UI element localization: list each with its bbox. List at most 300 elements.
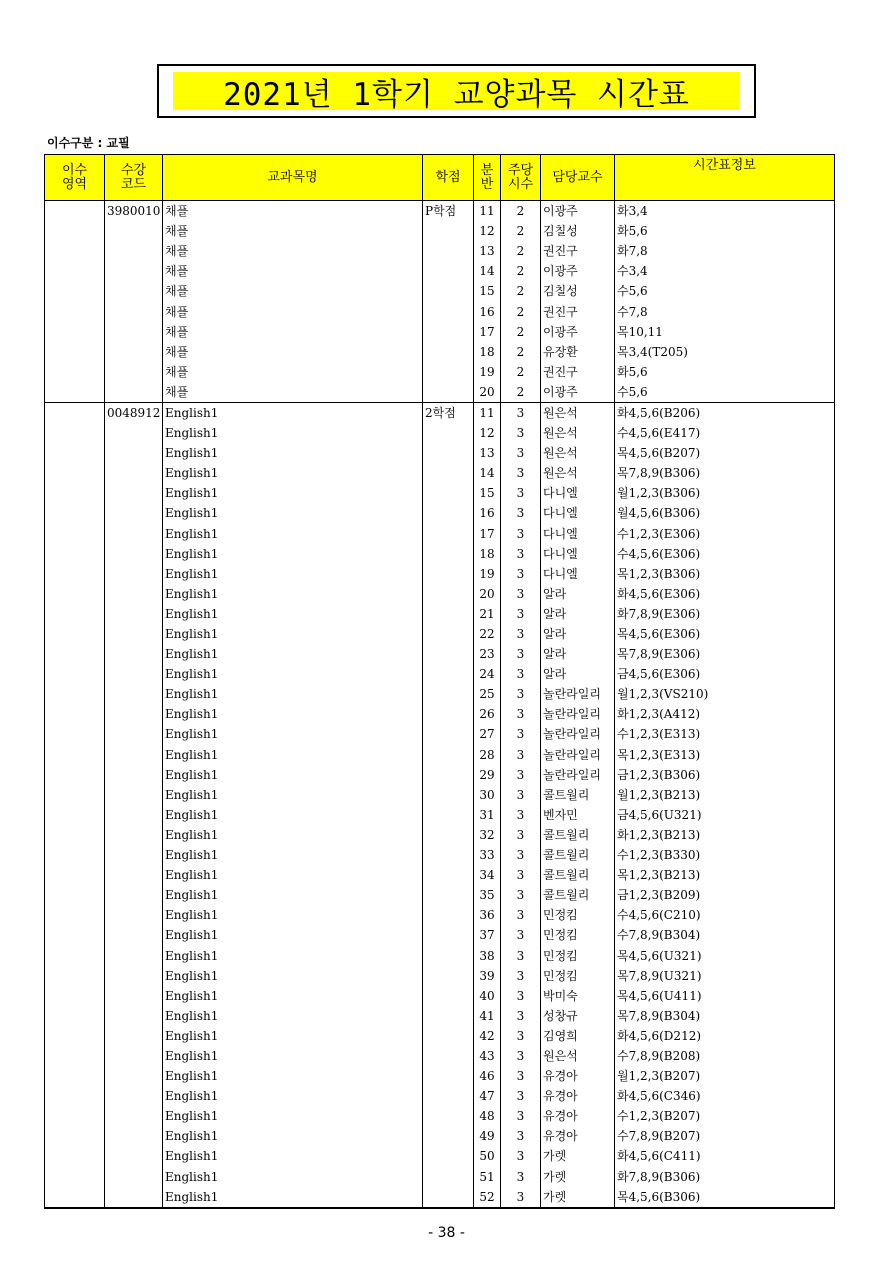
- table-row: [45, 402, 835, 423]
- table-row: [45, 825, 835, 845]
- credit-cell: [423, 986, 474, 1006]
- schedule-cell: 수5,6: [615, 281, 835, 301]
- schedule-cell: 목4,5,6(U321): [615, 945, 835, 965]
- area-cell: [45, 382, 105, 403]
- credit-cell: [423, 1146, 474, 1166]
- hours-cell: 3: [501, 503, 541, 523]
- area-cell: [45, 925, 105, 945]
- table-row: [45, 945, 835, 965]
- credit-cell: [423, 423, 474, 443]
- schedule-cell: 화7,8,9(B306): [615, 1167, 835, 1187]
- course-cell: English1: [163, 925, 423, 945]
- course-cell: English1: [163, 986, 423, 1006]
- credit-cell: [423, 865, 474, 885]
- professor-cell: 콜트월리: [541, 865, 615, 885]
- code-cell: [105, 1026, 163, 1046]
- credit-cell: [423, 684, 474, 704]
- area-cell: [45, 301, 105, 321]
- header-professor: 담당교수: [541, 155, 615, 201]
- table-row: [45, 865, 835, 885]
- section-cell: 17: [474, 524, 501, 544]
- hours-cell: 3: [501, 925, 541, 945]
- professor-cell: 가렛: [541, 1187, 615, 1208]
- credit-cell: [423, 945, 474, 965]
- area-cell: [45, 261, 105, 281]
- code-cell: [105, 704, 163, 724]
- table-row: [45, 463, 835, 483]
- schedule-cell: 금1,2,3(B306): [615, 765, 835, 785]
- professor-cell: 콜트월리: [541, 885, 615, 905]
- title-box: [157, 64, 756, 118]
- area-cell: [45, 443, 105, 463]
- schedule-cell: 금4,5,6(U321): [615, 805, 835, 825]
- table-row: [45, 845, 835, 865]
- professor-cell: 다니엘: [541, 483, 615, 503]
- hours-cell: 3: [501, 966, 541, 986]
- professor-cell: 박미숙: [541, 986, 615, 1006]
- schedule-cell: 수1,2,3(E306): [615, 524, 835, 544]
- course-cell: English1: [163, 966, 423, 986]
- credit-cell: [423, 604, 474, 624]
- course-cell: English1: [163, 704, 423, 724]
- professor-cell: 다니엘: [541, 503, 615, 523]
- professor-cell: 유경아: [541, 1106, 615, 1126]
- schedule-cell: 수4,5,6(E306): [615, 544, 835, 564]
- code-cell: [105, 443, 163, 463]
- code-cell: [105, 261, 163, 281]
- header-schedule: 시간표정보: [615, 155, 835, 201]
- credit-cell: [423, 644, 474, 664]
- hours-cell: 3: [501, 463, 541, 483]
- code-cell: [105, 624, 163, 644]
- hours-cell: 3: [501, 1187, 541, 1208]
- area-cell: [45, 1187, 105, 1208]
- course-cell: 채플: [163, 322, 423, 342]
- table-row: [45, 503, 835, 523]
- hours-cell: 3: [501, 584, 541, 604]
- course-cell: English1: [163, 463, 423, 483]
- section-cell: 12: [474, 221, 501, 241]
- credit-cell: [423, 483, 474, 503]
- credit-cell: [423, 1006, 474, 1026]
- code-cell: [105, 765, 163, 785]
- course-cell: English1: [163, 1026, 423, 1046]
- table-row: [45, 664, 835, 684]
- hours-cell: 2: [501, 322, 541, 342]
- code-cell: [105, 1066, 163, 1086]
- professor-cell: 민정킴: [541, 925, 615, 945]
- section-cell: 22: [474, 624, 501, 644]
- course-cell: 채플: [163, 382, 423, 403]
- course-cell: English1: [163, 945, 423, 965]
- credit-cell: [423, 342, 474, 362]
- credit-cell: [423, 382, 474, 403]
- course-cell: English1: [163, 402, 423, 423]
- table-row: [45, 524, 835, 544]
- table-row: [45, 1006, 835, 1026]
- code-cell: [105, 644, 163, 664]
- hours-cell: 3: [501, 905, 541, 925]
- code-cell: 3980010: [105, 201, 163, 222]
- professor-cell: 가렛: [541, 1146, 615, 1166]
- course-cell: English1: [163, 423, 423, 443]
- professor-cell: 권진구: [541, 241, 615, 261]
- code-cell: 0048912: [105, 402, 163, 423]
- credit-cell: [423, 925, 474, 945]
- credit-cell: [423, 664, 474, 684]
- hours-cell: 3: [501, 765, 541, 785]
- table-row: [45, 342, 835, 362]
- schedule-cell: 목10,11: [615, 322, 835, 342]
- section-cell: 49: [474, 1126, 501, 1146]
- code-cell: [105, 986, 163, 1006]
- area-cell: [45, 1066, 105, 1086]
- professor-cell: 원은석: [541, 443, 615, 463]
- table-row: [45, 201, 835, 222]
- schedule-cell: 목7,8,9(B304): [615, 1006, 835, 1026]
- credit-cell: [423, 362, 474, 382]
- code-cell: [105, 342, 163, 362]
- credit-cell: [423, 905, 474, 925]
- hours-cell: 2: [501, 221, 541, 241]
- course-cell: English1: [163, 905, 423, 925]
- area-cell: [45, 704, 105, 724]
- section-cell: 19: [474, 362, 501, 382]
- professor-cell: 원은석: [541, 463, 615, 483]
- area-cell: [45, 402, 105, 423]
- schedule-cell: 수7,8,9(B208): [615, 1046, 835, 1066]
- credit-cell: [423, 261, 474, 281]
- area-cell: [45, 966, 105, 986]
- section-cell: 14: [474, 261, 501, 281]
- section-cell: 42: [474, 1026, 501, 1046]
- table-row: [45, 281, 835, 301]
- credit-cell: [423, 966, 474, 986]
- code-cell: [105, 1086, 163, 1106]
- hours-cell: 3: [501, 664, 541, 684]
- code-cell: [105, 524, 163, 544]
- area-cell: [45, 483, 105, 503]
- professor-cell: 알라: [541, 664, 615, 684]
- code-cell: [105, 865, 163, 885]
- course-cell: English1: [163, 745, 423, 765]
- area-cell: [45, 905, 105, 925]
- professor-cell: 원은석: [541, 402, 615, 423]
- hours-cell: 2: [501, 241, 541, 261]
- code-cell: [105, 1106, 163, 1126]
- schedule-cell: 화4,5,6(B206): [615, 402, 835, 423]
- section-cell: 24: [474, 664, 501, 684]
- schedule-cell: 목1,2,3(B306): [615, 564, 835, 584]
- credit-cell: 2학점: [423, 402, 474, 423]
- course-cell: English1: [163, 724, 423, 744]
- section-cell: 26: [474, 704, 501, 724]
- area-cell: [45, 684, 105, 704]
- section-cell: 50: [474, 1146, 501, 1166]
- area-cell: [45, 342, 105, 362]
- professor-cell: 콜트월리: [541, 845, 615, 865]
- schedule-cell: 목4,5,6(U411): [615, 986, 835, 1006]
- course-cell: 채플: [163, 301, 423, 321]
- area-cell: [45, 201, 105, 222]
- section-cell: 41: [474, 1006, 501, 1026]
- table-row: [45, 423, 835, 443]
- area-cell: [45, 644, 105, 664]
- page-title: 2021년 1학기 교양과목 시간표: [173, 72, 740, 110]
- professor-cell: 알라: [541, 644, 615, 664]
- code-cell: [105, 362, 163, 382]
- hours-cell: 3: [501, 1126, 541, 1146]
- credit-cell: [423, 1046, 474, 1066]
- schedule-cell: 목1,2,3(B213): [615, 865, 835, 885]
- professor-cell: 유경아: [541, 1126, 615, 1146]
- hours-cell: 2: [501, 382, 541, 403]
- header-row: [45, 155, 835, 201]
- hours-cell: 3: [501, 624, 541, 644]
- code-cell: [105, 805, 163, 825]
- course-cell: English1: [163, 1167, 423, 1187]
- area-cell: [45, 624, 105, 644]
- schedule-cell: 월4,5,6(B306): [615, 503, 835, 523]
- credit-cell: [423, 785, 474, 805]
- credit-cell: [423, 805, 474, 825]
- hours-cell: 3: [501, 1146, 541, 1166]
- section-cell: 39: [474, 966, 501, 986]
- hours-cell: 3: [501, 945, 541, 965]
- area-cell: [45, 825, 105, 845]
- section-cell: 21: [474, 604, 501, 624]
- course-cell: English1: [163, 1066, 423, 1086]
- course-cell: English1: [163, 1046, 423, 1066]
- area-cell: [45, 362, 105, 382]
- professor-cell: 놀란라일리: [541, 765, 615, 785]
- code-cell: [105, 1006, 163, 1026]
- section-cell: 48: [474, 1106, 501, 1126]
- hours-cell: 3: [501, 885, 541, 905]
- credit-cell: [423, 825, 474, 845]
- section-cell: 34: [474, 865, 501, 885]
- professor-cell: 성창규: [541, 1006, 615, 1026]
- code-cell: [105, 905, 163, 925]
- schedule-cell: 월1,2,3(B207): [615, 1066, 835, 1086]
- course-cell: English1: [163, 845, 423, 865]
- code-cell: [105, 1146, 163, 1166]
- course-group: [45, 201, 835, 403]
- professor-cell: 권진구: [541, 301, 615, 321]
- code-cell: [105, 825, 163, 845]
- section-cell: 38: [474, 945, 501, 965]
- table-row: [45, 925, 835, 945]
- table-row: [45, 584, 835, 604]
- professor-cell: 알라: [541, 624, 615, 644]
- area-cell: [45, 1126, 105, 1146]
- credit-cell: [423, 564, 474, 584]
- section-cell: 32: [474, 825, 501, 845]
- hours-cell: 3: [501, 986, 541, 1006]
- area-cell: [45, 423, 105, 443]
- hours-cell: 3: [501, 1026, 541, 1046]
- course-cell: 채플: [163, 342, 423, 362]
- schedule-cell: 목3,4(T205): [615, 342, 835, 362]
- area-cell: [45, 785, 105, 805]
- code-cell: [105, 925, 163, 945]
- professor-cell: 이광주: [541, 201, 615, 222]
- code-cell: [105, 845, 163, 865]
- course-cell: English1: [163, 1146, 423, 1166]
- hours-cell: 2: [501, 301, 541, 321]
- professor-cell: 이광주: [541, 261, 615, 281]
- table-row: [45, 684, 835, 704]
- hours-cell: 3: [501, 785, 541, 805]
- professor-cell: 권진구: [541, 362, 615, 382]
- area-cell: [45, 745, 105, 765]
- section-cell: 15: [474, 281, 501, 301]
- schedule-cell: 화4,5,6(C411): [615, 1146, 835, 1166]
- header-area: 이수 영역: [45, 155, 105, 201]
- schedule-cell: 화1,2,3(B213): [615, 825, 835, 845]
- table-row: [45, 1086, 835, 1106]
- professor-cell: 다니엘: [541, 524, 615, 544]
- hours-cell: 2: [501, 281, 541, 301]
- hours-cell: 3: [501, 865, 541, 885]
- professor-cell: 민정킴: [541, 966, 615, 986]
- section-cell: 31: [474, 805, 501, 825]
- section-cell: 20: [474, 382, 501, 403]
- code-cell: [105, 281, 163, 301]
- credit-cell: [423, 322, 474, 342]
- schedule-cell: 금1,2,3(B209): [615, 885, 835, 905]
- schedule-cell: 화4,5,6(D212): [615, 1026, 835, 1046]
- code-cell: [105, 564, 163, 584]
- schedule-cell: 목4,5,6(E306): [615, 624, 835, 644]
- schedule-cell: 화3,4: [615, 201, 835, 222]
- credit-cell: P학점: [423, 201, 474, 222]
- table-row: [45, 544, 835, 564]
- credit-cell: [423, 845, 474, 865]
- section-cell: 37: [474, 925, 501, 945]
- course-cell: 채플: [163, 241, 423, 261]
- table-row: [45, 966, 835, 986]
- credit-cell: [423, 503, 474, 523]
- area-cell: [45, 1146, 105, 1166]
- area-cell: [45, 724, 105, 744]
- course-cell: English1: [163, 564, 423, 584]
- credit-cell: [423, 281, 474, 301]
- section-cell: 29: [474, 765, 501, 785]
- schedule-cell: 수7,8,9(B207): [615, 1126, 835, 1146]
- table-row: [45, 1026, 835, 1046]
- hours-cell: 3: [501, 644, 541, 664]
- hours-cell: 3: [501, 443, 541, 463]
- header-section: 분 반: [474, 155, 501, 201]
- course-cell: English1: [163, 503, 423, 523]
- section-cell: 28: [474, 745, 501, 765]
- schedule-cell: 화4,5,6(C346): [615, 1086, 835, 1106]
- section-cell: 30: [474, 785, 501, 805]
- table-row: [45, 1046, 835, 1066]
- hours-cell: 3: [501, 1086, 541, 1106]
- schedule-cell: 수1,2,3(E313): [615, 724, 835, 744]
- table-row: [45, 241, 835, 261]
- code-cell: [105, 885, 163, 905]
- area-cell: [45, 845, 105, 865]
- course-cell: 채플: [163, 261, 423, 281]
- section-cell: 13: [474, 241, 501, 261]
- course-cell: English1: [163, 624, 423, 644]
- area-cell: [45, 503, 105, 523]
- professor-cell: 놀란라일리: [541, 704, 615, 724]
- credit-cell: [423, 544, 474, 564]
- table-row: [45, 624, 835, 644]
- area-cell: [45, 1026, 105, 1046]
- course-cell: English1: [163, 805, 423, 825]
- hours-cell: 3: [501, 423, 541, 443]
- credit-cell: [423, 1026, 474, 1046]
- hours-cell: 3: [501, 1106, 541, 1126]
- credit-cell: [423, 443, 474, 463]
- professor-cell: 이광주: [541, 382, 615, 403]
- area-cell: [45, 564, 105, 584]
- section-cell: 46: [474, 1066, 501, 1086]
- area-cell: [45, 584, 105, 604]
- area-cell: [45, 221, 105, 241]
- professor-cell: 원은석: [541, 423, 615, 443]
- area-cell: [45, 604, 105, 624]
- table-row: [45, 704, 835, 724]
- professor-cell: 유장환: [541, 342, 615, 362]
- course-cell: English1: [163, 644, 423, 664]
- timetable: [44, 154, 835, 1209]
- professor-cell: 다니엘: [541, 564, 615, 584]
- credit-cell: [423, 463, 474, 483]
- schedule-cell: 수3,4: [615, 261, 835, 281]
- table-row: [45, 483, 835, 503]
- code-cell: [105, 1187, 163, 1208]
- schedule-cell: 화5,6: [615, 362, 835, 382]
- area-cell: [45, 524, 105, 544]
- table-row: [45, 1066, 835, 1086]
- hours-cell: 3: [501, 604, 541, 624]
- professor-cell: 벤자민: [541, 805, 615, 825]
- schedule-cell: 수5,6: [615, 382, 835, 403]
- code-cell: [105, 966, 163, 986]
- table-row: [45, 261, 835, 281]
- hours-cell: 3: [501, 704, 541, 724]
- schedule-cell: 월1,2,3(VS210): [615, 684, 835, 704]
- table-row: [45, 301, 835, 321]
- hours-cell: 3: [501, 745, 541, 765]
- professor-cell: 가렛: [541, 1167, 615, 1187]
- page-number: - 38 -: [428, 1225, 465, 1241]
- professor-cell: 김영희: [541, 1026, 615, 1046]
- schedule-cell: 목7,8,9(B306): [615, 463, 835, 483]
- area-cell: [45, 664, 105, 684]
- course-cell: English1: [163, 544, 423, 564]
- hours-cell: 3: [501, 845, 541, 865]
- schedule-cell: 수1,2,3(B207): [615, 1106, 835, 1126]
- schedule-cell: 목7,8,9(U321): [615, 966, 835, 986]
- area-cell: [45, 463, 105, 483]
- hours-cell: 2: [501, 362, 541, 382]
- course-cell: English1: [163, 584, 423, 604]
- area-cell: [45, 1106, 105, 1126]
- code-cell: [105, 423, 163, 443]
- table-row: [45, 905, 835, 925]
- course-cell: English1: [163, 664, 423, 684]
- professor-cell: 다니엘: [541, 544, 615, 564]
- credit-cell: [423, 1167, 474, 1187]
- section-cell: 14: [474, 463, 501, 483]
